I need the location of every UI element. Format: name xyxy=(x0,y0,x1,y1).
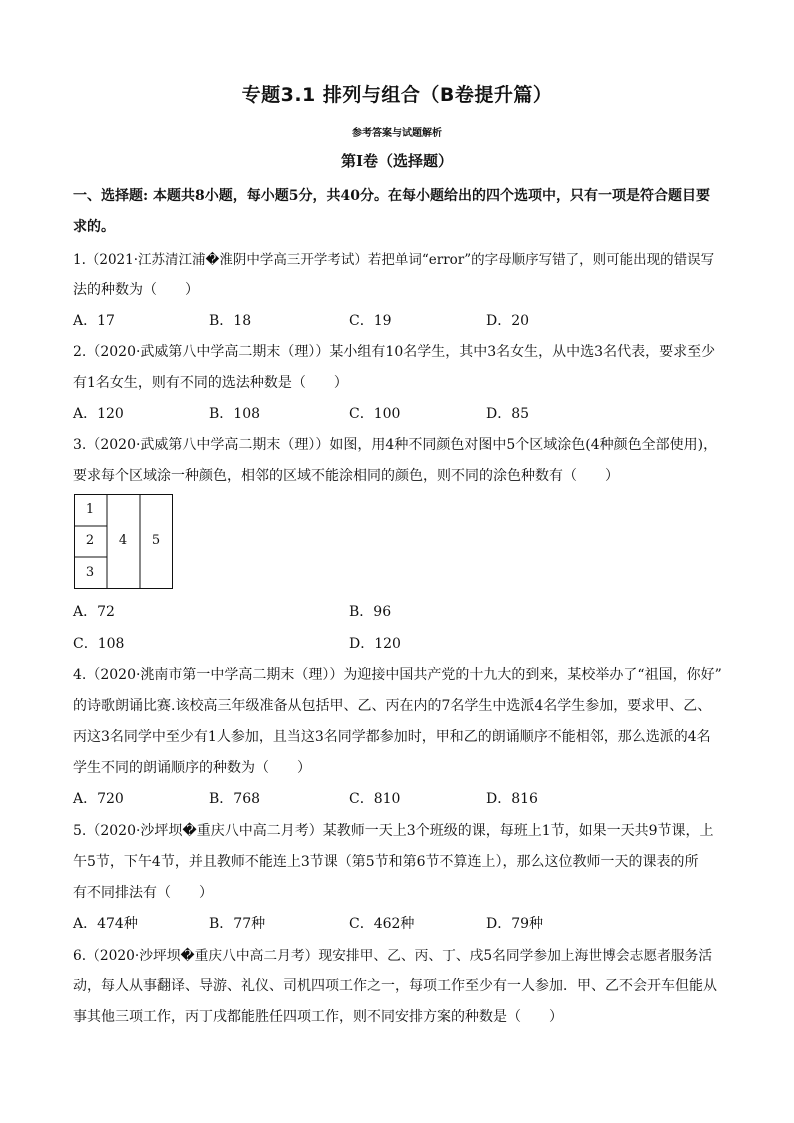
part-heading: 第Ⅰ卷（选择题） xyxy=(340,152,454,170)
question-3-option-c: C．108 xyxy=(73,636,125,652)
region-coloring-figure xyxy=(74,494,174,590)
question-4-option-a: A．720 xyxy=(73,791,124,807)
question-4-line-1: 4.（2020·洮南市第一中学高二期末（理））为迎接中国共产党的十九大的到来，某校举办了“祖国，你好” xyxy=(73,667,722,683)
question-4-option-b: B．768 xyxy=(209,791,261,807)
question-5-option-c: C．462种 xyxy=(349,916,415,932)
region-2-label: 2 xyxy=(85,533,95,548)
question-1-line-2: 法的种数为（ ） xyxy=(73,282,199,298)
question-5-line-1: 5.（2020·沙坪坝�重庆八中高二月考）某教师一天上3个班级的课，每班上1节，如果一天共9节课，上 xyxy=(73,823,714,839)
section-instructions-line-2: 求的。 xyxy=(73,219,115,235)
question-4-line-4: 学生不同的朗诵顺序的种数为（ ） xyxy=(73,760,311,776)
question-2-option-a: A．120 xyxy=(73,406,124,422)
question-2-option-c: C．100 xyxy=(349,406,401,422)
question-6-line-1: 6.（2020·沙坪坝�重庆八中高二月考）现安排甲、乙、丙、丁、戌5名同学参加上海世博会志愿者服务活 xyxy=(73,948,713,964)
document-subtitle: 参考答案与试题解析 xyxy=(352,128,442,139)
question-1-line-1: 1.（2021·江苏清江浦�淮阴中学高三开学考试）若把单词“error”的字母顺序写错了，则可能出现的错误写 xyxy=(73,252,715,268)
question-1-option-a: A．17 xyxy=(73,313,115,329)
question-1-option-b: B．18 xyxy=(209,313,252,329)
region-5-label: 5 xyxy=(151,533,161,548)
question-3-option-d: D．120 xyxy=(349,636,401,652)
question-4-option-c: C．810 xyxy=(349,791,401,807)
question-3-line-1: 3.（2020·武威第八中学高二期末（理））如图，用4种不同颜色对图中5个区域涂色(4种颜色全部使用)， xyxy=(73,437,718,453)
question-5-option-b: B．77种 xyxy=(209,916,266,932)
question-3-option-b: B．96 xyxy=(349,604,392,620)
question-5-line-3: 有不同排法有（ ） xyxy=(73,885,213,901)
section-instructions-line-1: 一、选择题: 本题共8小题，每小题5分，共40分。在每小题给出的四个选项中，只有一项是符合题目要 xyxy=(73,188,711,204)
question-5-option-a: A．474种 xyxy=(73,916,138,932)
question-6-line-3: 事其他三项工作，丙丁戌都能胜任四项工作，则不同安排方案的种数是（ ） xyxy=(73,1009,563,1025)
question-5-option-d: D．79种 xyxy=(486,916,544,932)
question-1-option-d: D．20 xyxy=(486,313,530,329)
question-2-line-1: 2.（2020·武威第八中学高二期末（理））某小组有10名学生，其中3名女生，从中选3名代表，要求至少 xyxy=(73,344,716,360)
question-6-line-2: 动，每人从事翻译、导游、礼仪、司机四项工作之一，每项工作至少有一人参加．甲、乙不会开车但能从 xyxy=(73,978,717,994)
question-4-option-d: D．816 xyxy=(486,791,538,807)
question-3-option-a: A．72 xyxy=(73,604,115,620)
question-2-option-d: D．85 xyxy=(486,406,530,422)
question-5-line-2: 午5节，下午4节，并且教师不能连上3节课（第5节和第6节不算连上），那么这位教师一天的课表的所 xyxy=(73,854,699,870)
region-3-label: 3 xyxy=(85,565,95,580)
question-1-option-c: C．19 xyxy=(349,313,392,329)
question-3-line-2: 要求每个区域涂一种颜色，相邻的区域不能涂相同的颜色，则不同的涂色种数有（ ） xyxy=(73,468,619,484)
question-4-line-3: 丙这3名同学中至少有1人参加，且当这3名同学都参加时，甲和乙的朗诵顺序不能相邻，那么选派的4名 xyxy=(73,729,711,745)
region-4-label: 4 xyxy=(118,533,128,548)
question-2-option-b: B．108 xyxy=(209,406,261,422)
question-4-line-2: 的诗歌朗诵比赛.该校高三年级准备从包括甲、乙、丙在内的7名学生中选派4名学生参加，要求甲、乙、 xyxy=(73,698,712,714)
question-2-line-2: 有1名女生，则有不同的选法种数是（ ） xyxy=(73,375,348,391)
document-title: 专题3.1 排列与组合（B卷提升篇） xyxy=(241,84,553,106)
region-1-label: 1 xyxy=(85,502,95,517)
